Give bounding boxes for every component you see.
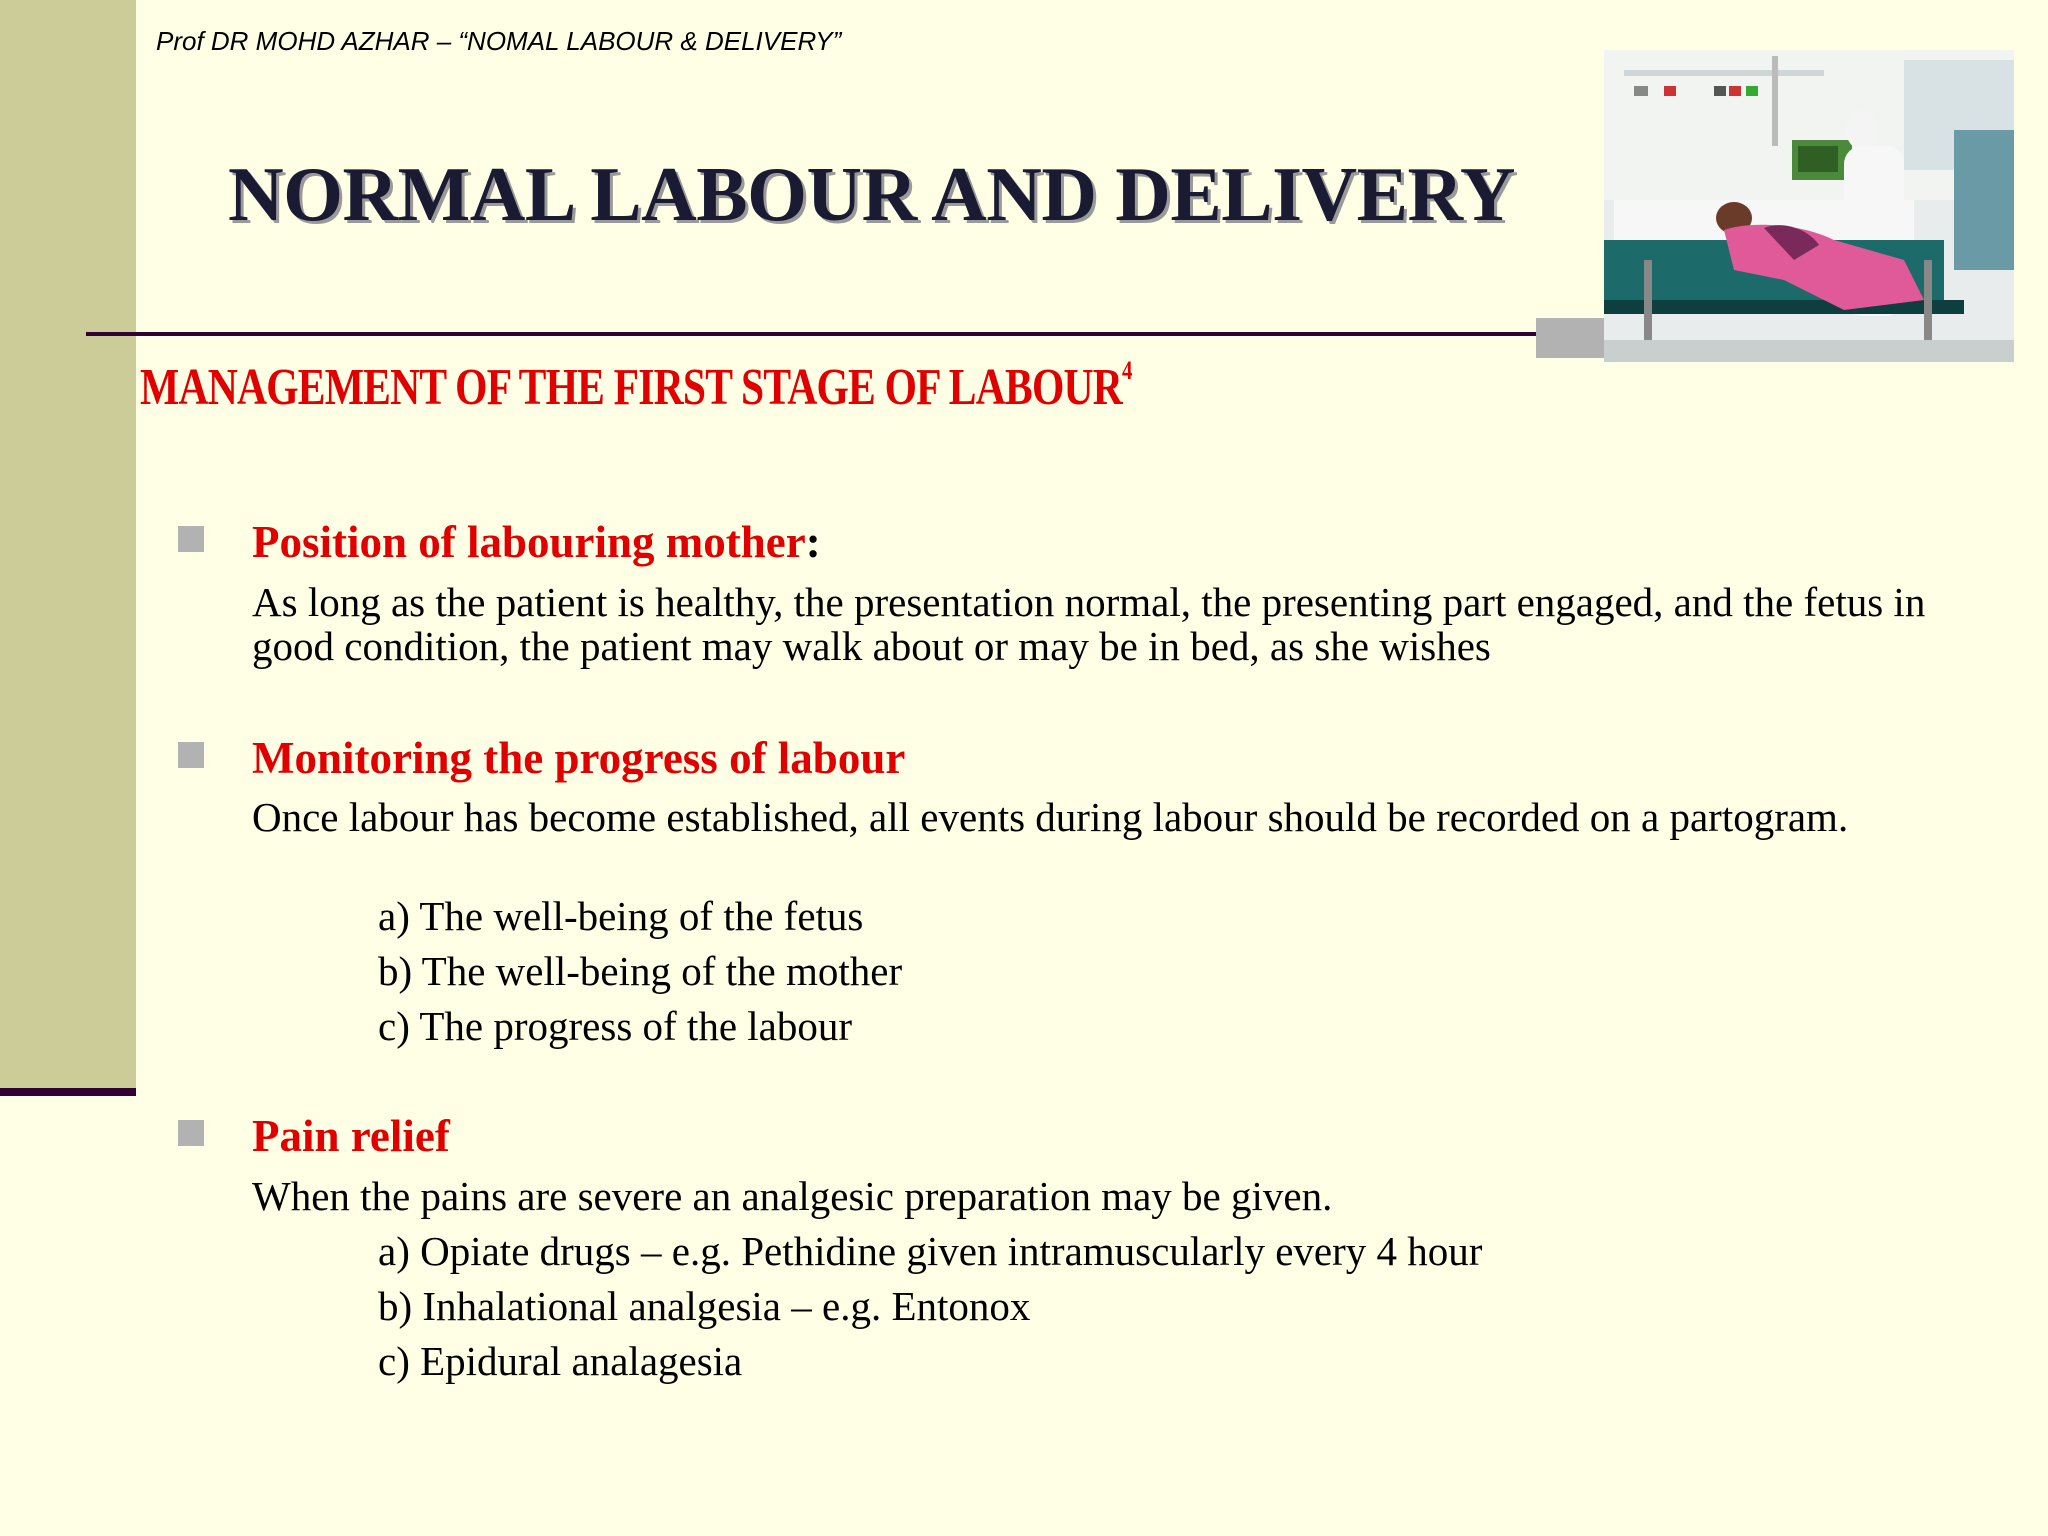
bullet-square-icon bbox=[178, 526, 204, 552]
page-title: NORMAL LABOUR AND DELIVERY bbox=[228, 151, 1516, 237]
left-sidebar-band bbox=[0, 0, 136, 1092]
section-heading: Monitoring the progress of labour bbox=[252, 733, 906, 783]
subtitle-text: MANAGEMENT OF THE FIRST STAGE OF LABOUR bbox=[140, 359, 1122, 416]
list-item: c) Epidural analagesia bbox=[378, 1338, 743, 1384]
list-item: c) The progress of the labour bbox=[378, 1003, 853, 1049]
section-heading bbox=[252, 516, 821, 568]
bullet-square-icon bbox=[178, 1120, 204, 1146]
section-heading: Pain relief bbox=[252, 1111, 450, 1161]
section-body: When the pains are severe an analgesic preparation may be given. bbox=[252, 1173, 1333, 1219]
list-item: a) The well-being of the fetus bbox=[378, 893, 864, 939]
list-item: a) Opiate drugs – e.g. Pethidine given intramuscularly every 4 hour bbox=[378, 1228, 1483, 1274]
section-body: Once labour has become established, all events during labour should be recorded on a partogram. bbox=[252, 794, 1849, 840]
bullet-square-icon bbox=[178, 742, 204, 768]
heading-colon: : bbox=[805, 517, 821, 567]
section-subtitle bbox=[140, 358, 1132, 417]
subtitle-reference-number: 4 bbox=[1121, 356, 1132, 385]
list-item: b) The well-being of the mother bbox=[378, 948, 903, 994]
decorative-gray-block bbox=[1536, 318, 1608, 358]
author-byline: Prof DR MOHD AZHAR – “NOMAL LABOUR & DELIVERY” bbox=[156, 26, 842, 56]
sidebar-bottom-rule bbox=[0, 1088, 136, 1096]
section-heading-text: Position of labouring mother bbox=[252, 517, 806, 567]
title-divider bbox=[86, 332, 1610, 336]
delivery-room-photo bbox=[1604, 50, 2014, 362]
section-body: As long as the patient is healthy, the presentation normal, the presenting part engaged, and the fetus in good condition, the patient may walk about or may be in bed, as she wishes bbox=[252, 579, 1926, 669]
list-item: b) Inhalational analgesia – e.g. Entonox bbox=[378, 1283, 1031, 1329]
